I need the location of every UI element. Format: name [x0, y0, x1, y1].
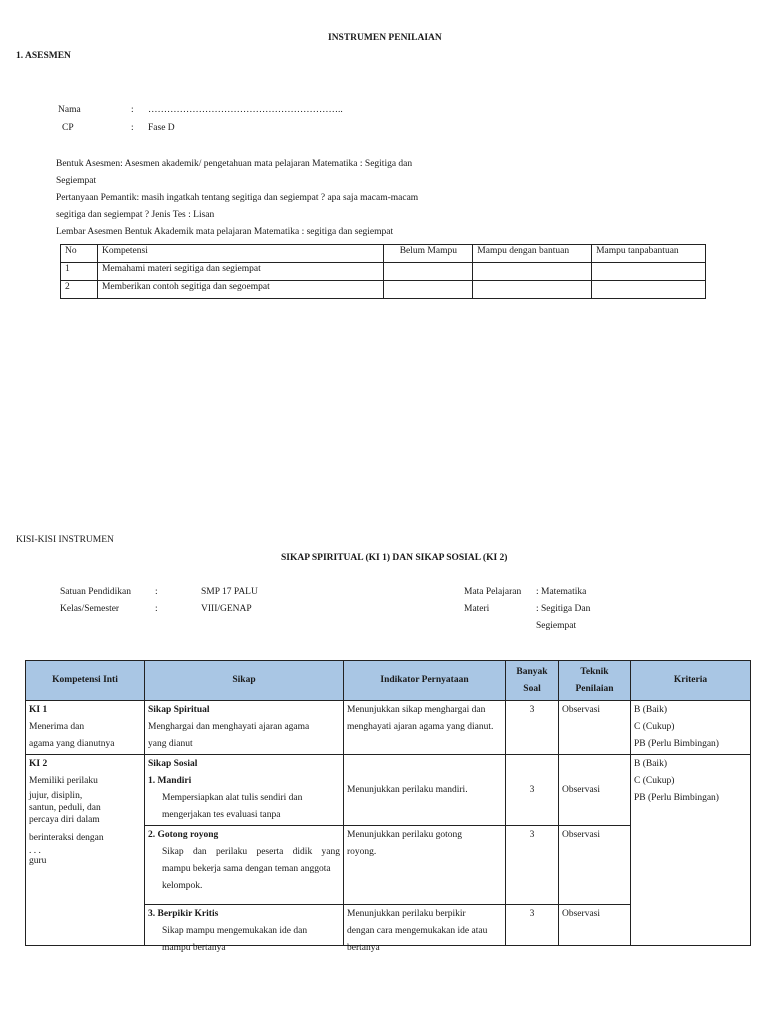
gotong-royong-indikator-line1: Menunjukkan perilaku gotong	[347, 830, 463, 840]
mandiri-banyak-soal: 3	[506, 755, 559, 826]
mandiri-sikap-cell	[145, 755, 344, 826]
header-banyak-soal	[506, 661, 559, 701]
kriteria-baik: B (Baik)	[634, 759, 667, 769]
section-heading-asesmen: 1. ASESMEN	[16, 51, 71, 61]
sikap-spiritual-title: Sikap Spiritual	[148, 705, 210, 715]
header-mampu-bantuan: Mampu dengan bantuan	[473, 245, 592, 263]
header-banyak-line1: Banyak	[516, 666, 548, 677]
ki2-cell	[26, 755, 145, 946]
row-kompetensi: Memahami materi segitiga dan segiempat	[97, 263, 383, 281]
ki1-banyak-soal: 3	[506, 701, 559, 755]
ki1-indikator-line1: Menunjukkan sikap menghargai dan	[347, 705, 486, 715]
sikap-sosial-title: Sikap Sosial	[148, 759, 198, 769]
nama-value: ……………………………………………………..	[148, 105, 343, 115]
cp-colon: :	[131, 123, 134, 133]
berpikir-kritis-sikap-cell	[145, 905, 344, 953]
kelas-colon: :	[155, 604, 158, 614]
table-row-mandiri	[26, 755, 751, 826]
ki1-title: KI 1	[29, 705, 48, 715]
kriteria-perlu-bimbingan: PB (Perlu Bimbingan)	[634, 793, 719, 803]
ki2-desc-line5: berinteraksi dengan	[29, 833, 104, 843]
table-row-ki1	[26, 701, 751, 755]
ki1-indikator-cell	[344, 701, 506, 755]
header-indikator: Indikator Pernyataan	[344, 661, 506, 701]
sikap-spiritual-line1: Menghargai dan menghayati ajaran agama	[148, 722, 310, 732]
ki2-desc-line1: Memiliki perilaku	[29, 776, 98, 786]
materi-value-line2: Segiempat	[536, 621, 577, 631]
ki2-title: KI 2	[29, 759, 48, 769]
berpikir-kritis-banyak-soal: 3	[506, 905, 559, 946]
satuan-value: SMP 17 PALU	[201, 587, 258, 597]
cell-belum-mampu[interactable]	[384, 281, 473, 299]
mapel-value: : Matematika	[536, 587, 587, 597]
header-no: No	[61, 245, 98, 263]
ki2-desc-line6: . . .	[29, 846, 41, 856]
section-subtitle: SIKAP SPIRITUAL (KI 1) DAN SIKAP SOSIAL (KI 2)	[281, 553, 508, 563]
ki2-desc-line7: guru	[29, 856, 47, 866]
gotong-royong-banyak-soal: 3	[506, 826, 559, 905]
nama-label: Nama	[58, 105, 81, 115]
gotong-royong-title: 2. Gotong royong	[148, 830, 219, 840]
kriteria-cukup: C (Cukup)	[634, 722, 675, 732]
cell-mampu-bantuan[interactable]	[473, 281, 592, 299]
header-kompetensi-inti: Kompetensi Inti	[26, 661, 145, 701]
nama-colon: :	[131, 105, 134, 115]
berpikir-kritis-line2: mampu bertanya	[162, 943, 226, 953]
materi-label: Materi	[464, 604, 490, 614]
kriteria-baik: B (Baik)	[634, 705, 667, 715]
header-teknik-line2: Penilaian	[575, 683, 614, 694]
header-belum-mampu: Belum Mampu	[384, 245, 473, 263]
kriteria-perlu-bimbingan: PB (Perlu Bimbingan)	[634, 739, 719, 749]
pertanyaan-pemantik-line1: Pertanyaan Pemantik: masih ingatkah tentang segitiga dan segiempat ? apa saja macam-macam	[56, 193, 419, 203]
ki1-desc-line2: agama yang dianutnya	[29, 739, 115, 749]
cell-belum-mampu[interactable]	[384, 263, 473, 281]
gotong-royong-indikator-line2: royong.	[347, 847, 377, 857]
kisi-kisi-table	[25, 660, 751, 953]
cp-label: CP	[62, 123, 74, 133]
ki2-kriteria-cell	[631, 755, 751, 946]
table-header-row	[61, 245, 706, 263]
header-banyak-line2: Soal	[523, 683, 541, 694]
header-kriteria: Kriteria	[631, 661, 751, 701]
materi-value-line1: : Segitiga Dan	[536, 604, 591, 614]
gotong-royong-line3: kelompok.	[162, 881, 203, 891]
kelas-value: VIII/GENAP	[201, 604, 252, 614]
cell-mampu-tanpa-bantuan[interactable]	[592, 281, 706, 299]
berpikir-kritis-clip	[148, 906, 340, 953]
berpikir-kritis-indikator-clip	[347, 906, 502, 953]
row-no: 2	[61, 281, 98, 299]
satuan-colon: :	[155, 587, 158, 597]
pertanyaan-pemantik-line2: segitiga dan segiempat ? Jenis Tes : Lisan	[56, 210, 215, 220]
row-kompetensi: Memberikan contoh segitiga dan segoempat	[97, 281, 383, 299]
gotong-royong-sikap-cell	[145, 826, 344, 905]
ki1-teknik: Observasi	[559, 701, 631, 755]
ki2-desc-line4: percaya diri dalam	[29, 815, 100, 825]
kriteria-cukup: C (Cukup)	[634, 776, 675, 786]
mandiri-title: 1. Mandiri	[148, 776, 192, 786]
header-mampu-tanpa-bantuan: Mampu tanpabantuan	[592, 245, 706, 263]
table-header-row	[26, 661, 751, 701]
header-teknik-penilaian	[559, 661, 631, 701]
lembar-asesmen-text: Lembar Asesmen Bentuk Akademik mata pelajaran Matematika : segitiga dan segiempat	[56, 227, 394, 237]
ki1-indikator-line2: menghayati ajaran agama yang dianut.	[347, 722, 494, 732]
ki2-desc-line2: jujur, disiplin,	[29, 791, 83, 801]
bentuk-asesmen-line2: Segiempat	[56, 176, 97, 186]
ki1-sikap-cell	[145, 701, 344, 755]
table-row	[61, 263, 706, 281]
berpikir-kritis-indikator-line2: dengan cara mengemukakan ide atau	[347, 926, 488, 936]
berpikir-kritis-indikator-line1: Menunjukkan perilaku berpikir	[347, 909, 466, 919]
ki2-desc-line3: santun, peduli, dan	[29, 803, 101, 813]
header-kompetensi: Kompetensi	[97, 245, 383, 263]
berpikir-kritis-indikator-cell	[344, 905, 506, 953]
berpikir-kritis-line1: Sikap mampu mengemukakan ide dan	[162, 926, 308, 936]
ki1-kriteria-cell	[631, 701, 751, 755]
berpikir-kritis-title: 3. Berpikir Kritis	[148, 909, 219, 919]
mandiri-line1: Mempersiapkan alat tulis sendiri dan	[162, 793, 303, 803]
mandiri-teknik: Observasi	[559, 755, 631, 826]
satuan-label: Satuan Pendidikan	[60, 587, 131, 597]
header-sikap: Sikap	[145, 661, 344, 701]
row-no: 1	[61, 263, 98, 281]
gotong-royong-line1: Sikap dan perilaku peserta didik yang	[162, 847, 340, 857]
document-title: INSTRUMEN PENILAIAN	[328, 33, 442, 43]
mandiri-indikator: Menunjukkan perilaku mandiri.	[344, 755, 506, 826]
mapel-label: Mata Pelajaran	[464, 587, 522, 597]
section-heading-kisi-kisi: KISI-KISI INSTRUMEN	[16, 535, 114, 545]
mandiri-line2: mengerjakan tes evaluasi tanpa	[162, 810, 281, 820]
ki1-cell	[26, 701, 145, 755]
table-row	[61, 281, 706, 299]
berpikir-kritis-indikator-line3: bertanya	[347, 943, 380, 953]
kelas-label: Kelas/Semester	[60, 604, 120, 614]
cp-value: Fase D	[148, 123, 175, 133]
gotong-royong-indikator-cell	[344, 826, 506, 905]
sikap-spiritual-line2: yang dianut	[148, 739, 193, 749]
cell-mampu-bantuan[interactable]	[473, 263, 592, 281]
gotong-royong-teknik: Observasi	[559, 826, 631, 905]
berpikir-kritis-teknik: Observasi	[559, 905, 631, 946]
cell-mampu-tanpa-bantuan[interactable]	[592, 263, 706, 281]
bentuk-asesmen-line1: Bentuk Asesmen: Asesmen akademik/ pengetahuan mata pelajaran Matematika : Segitiga dan	[56, 159, 413, 169]
ki1-desc-line1: Menerima dan	[29, 722, 85, 732]
header-teknik-line1: Teknik	[580, 666, 609, 677]
asesmen-table	[60, 244, 706, 299]
gotong-royong-line2: mampu bekerja sama dengan teman anggota	[162, 864, 331, 874]
